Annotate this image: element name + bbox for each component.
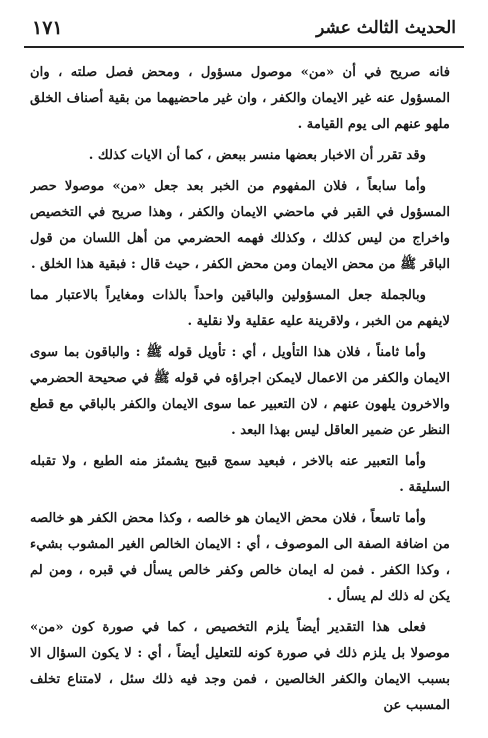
running-title: الحديث الثالث عشر — [316, 18, 456, 38]
paragraph-4: وبالجملة جعل المسؤولين والباقين واحداً بالذات ومغايراً بالاعتبار مما لايفهم من الخبر ، ولاقرينة عليه عقلية ولا نقلية . — [30, 288, 450, 329]
page-number: ١٧١ — [32, 17, 63, 39]
paragraph-3: وأما سابعاً ، فلان المفهوم من الخبر بعد جعل «من» موصولا حصر المسؤول في القبر في ماحضي الايمان والكفر ، وهذا صريح في التخصيص واخراج من ليس كذلك ، وكذلك فهمه الحضرمي من أهل اللسان من قول الباقر ﷺ من محض الايمان ومن محض الكفر ، حيث قال : فبقية هذا الخلق . — [30, 179, 450, 272]
page-body — [30, 60, 450, 732]
page-header — [32, 14, 456, 42]
paragraph-8: فعلى هذا التقدير أيضاً يلزم التخصيص ، كما في صورة كون «من» موصولا بل يلزم ذلك في صورة كونه للتعليل أيضاً ، أي : لا يكون السؤال الا بسبب الايمان والكفر الخالصين ، فمن وجد فيه ذلك سئل ، لامتناع تخلف المسبب عن — [30, 620, 450, 713]
paragraph-6: وأما التعبير عنه بالاخر ، فبعيد سمج قبيح يشمئز منه الطبع ، ولا تقبله السليقة . — [30, 454, 450, 495]
header-rule — [24, 46, 464, 48]
paragraph-7: وأما تاسعاً ، فلان محض الايمان هو خالصه ، وكذا محض الكفر هو خالصه من اضافة الصفة الى الموصوف ، أي : الايمان الخالص الغير المشوب بشيء ، وكذا الكفر . فمن له ايمان خالص وكفر خالص يسأل في قبره ، ومن لم يكن له ذلك لم يسأل . — [30, 511, 450, 604]
paragraph-1: فانه صريح في أن «من» موصول مسؤول ، ومحض فصل صلته ، وان المسؤول عنه غير الايمان والكفر ، وان غير ماحضيهما من بقية أصناف الخلق ملهو عنهم الى يوم القيامة . — [30, 65, 450, 132]
paragraph-2: وقد تقرر أن الاخبار بعضها منسر ببعض ، كما أن الايات كذلك . — [88, 148, 426, 163]
paragraph-5: وأما ثامناً ، فلان هذا التأويل ، أي : تأويل قوله ﷺ : والباقون بما سوى الايمان والكفر من الاعمال لايمكن اجراؤه في قوله ﷺ في صحيحة الحضرمي والاخرون يلهون عنهم ، لان التعبير عما سوى الايمان والكفر بالباقي مع قطع النظر عن ضمير العاقل ليس بهذا البعد . — [30, 345, 450, 438]
